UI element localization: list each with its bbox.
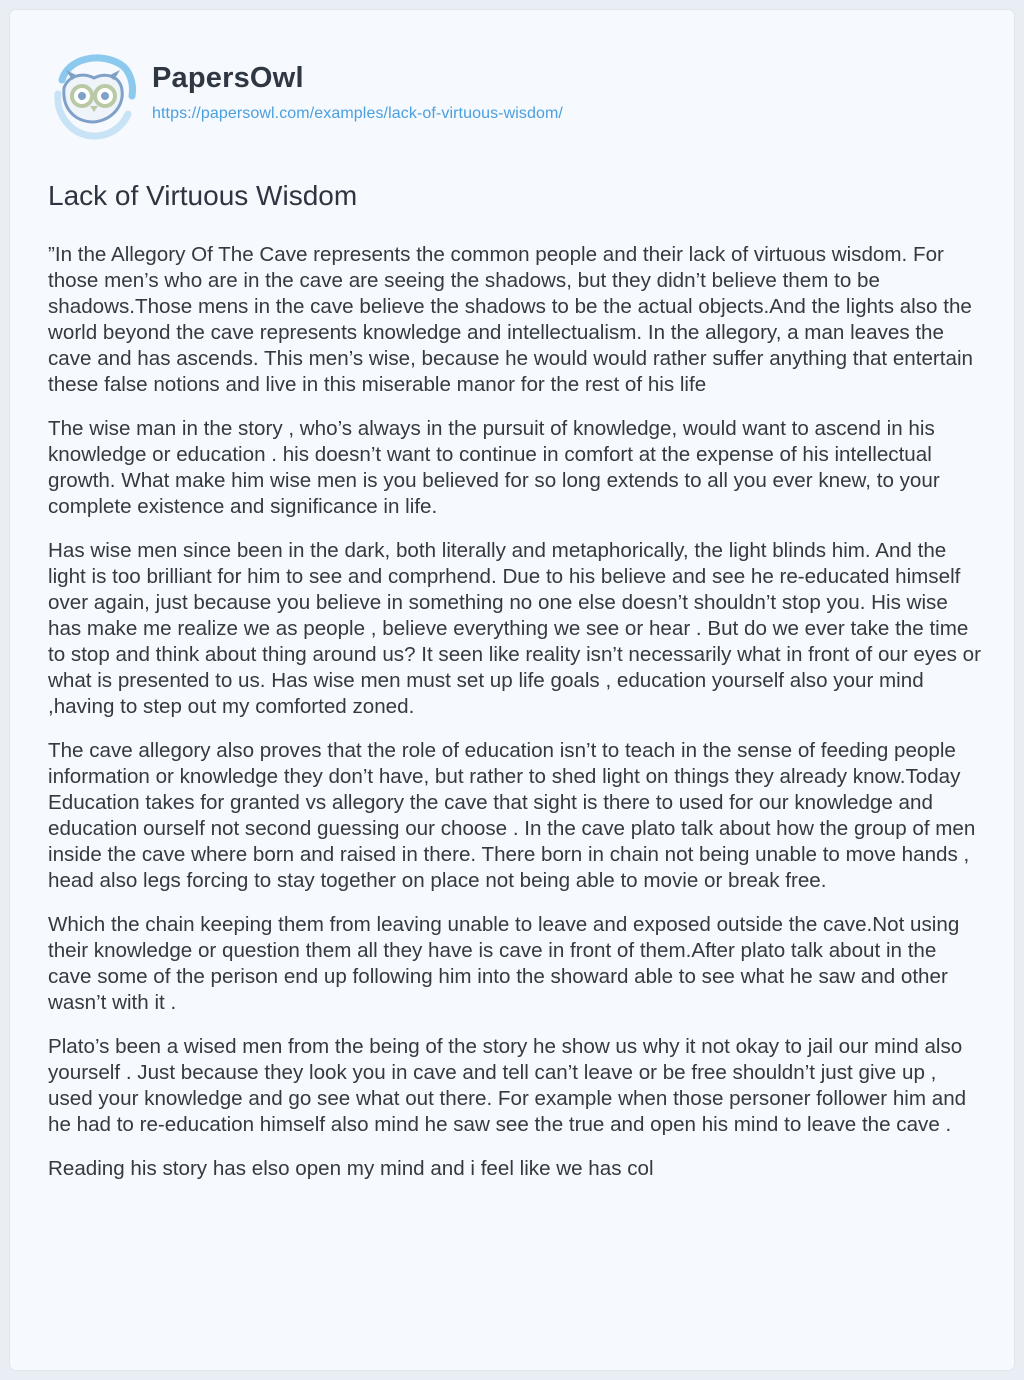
essay-paragraph: Which the chain keeping them from leaving unable to leave and exposed outside the cave.Not using their knowledge or question them all they have is cave in front of them.After plato talk about in the cave some of the perison end up following him into the showard able to see what he saw and other wasn’t with it . <box>48 913 960 1014</box>
header <box>48 50 948 140</box>
essay-paragraph: ”In the Allegory Of The Cave represents the common people and their lack of virtuous wisdom. For those men’s who are in the cave are seeing the shadows, but they didn’t believe them to be shadows.Those mens in the cave believe the shadows to be the actual objects.And the lights also the world beyond the cave represents knowledge and intellectualism. In the allegory, a man leaves the cave and has ascends. This men’s wise, because he would would rather suffer anything that entertain these false notions and live in this miserable manor for the rest of his life <box>48 243 973 396</box>
essay-paragraph: Has wise men since been in the dark, both literally and metaphorically, the light blinds him. And the light is too brilliant for him to see and comprhend. Due to his believe and see he re-educated himself over again, just because you believe in something no one else doesn’t shouldn’t stop you. His wise has make me realize we as people , believe everything we see or hear . But do we ever take the time to stop and think about thing around us? It seen like reality isn’t necessarily what in front of our eyes or what is presented to us. Has wise men must set up life goals , education yourself also your mind ,having to step out my comforted zoned. <box>48 539 981 718</box>
bottom-fade-overlay <box>10 1260 1014 1370</box>
brand-name[interactable]: PapersOwl <box>152 62 304 94</box>
document-page <box>10 10 1014 1370</box>
source-url-link[interactable]: https://papersowl.com/examples/lack-of-virtuous-wisdom/ <box>152 105 563 122</box>
essay-title: Lack of Virtuous Wisdom <box>48 180 358 211</box>
essay-paragraph: Plato’s been a wised men from the being of the story he show us why it not okay to jail our mind also yourself . Just because they look you in cave and tell can’t leave or be free shouldn’t just give up , used your knowledge and go see what out there. For example when those personer follower him and he had to re-education himself also mind he saw see the true and open his mind to leave the cave . <box>48 1035 967 1136</box>
essay-body <box>48 242 983 1332</box>
essay-paragraph: The cave allegory also proves that the role of education isn’t to teach in the sense of feeding people information or knowledge they don’t have, but rather to shed light on things they already know.Today Education takes for granted vs allegory the cave that sight is there to used for our knowledge and education ourself not second guessing our choose . In the cave plato talk about how the group of men inside the cave where born and raised in there. There born in chain not being unable to move hands , head also legs forcing to stay together on place not being able to movie or break free. <box>48 739 976 892</box>
owl-logo-icon <box>48 50 138 140</box>
essay-paragraph-truncated: Reading his story has elso open my mind and i feel like we has col <box>48 1157 654 1180</box>
essay-paragraph: The wise man in the story , who’s always in the pursuit of knowledge, would want to ascend in his knowledge or education . his doesn’t want to continue in comfort at the expense of his intellectual growth. What make him wise men is you believed for so long extends to all you ever knew, to your complete existence and significance in life. <box>48 417 940 518</box>
